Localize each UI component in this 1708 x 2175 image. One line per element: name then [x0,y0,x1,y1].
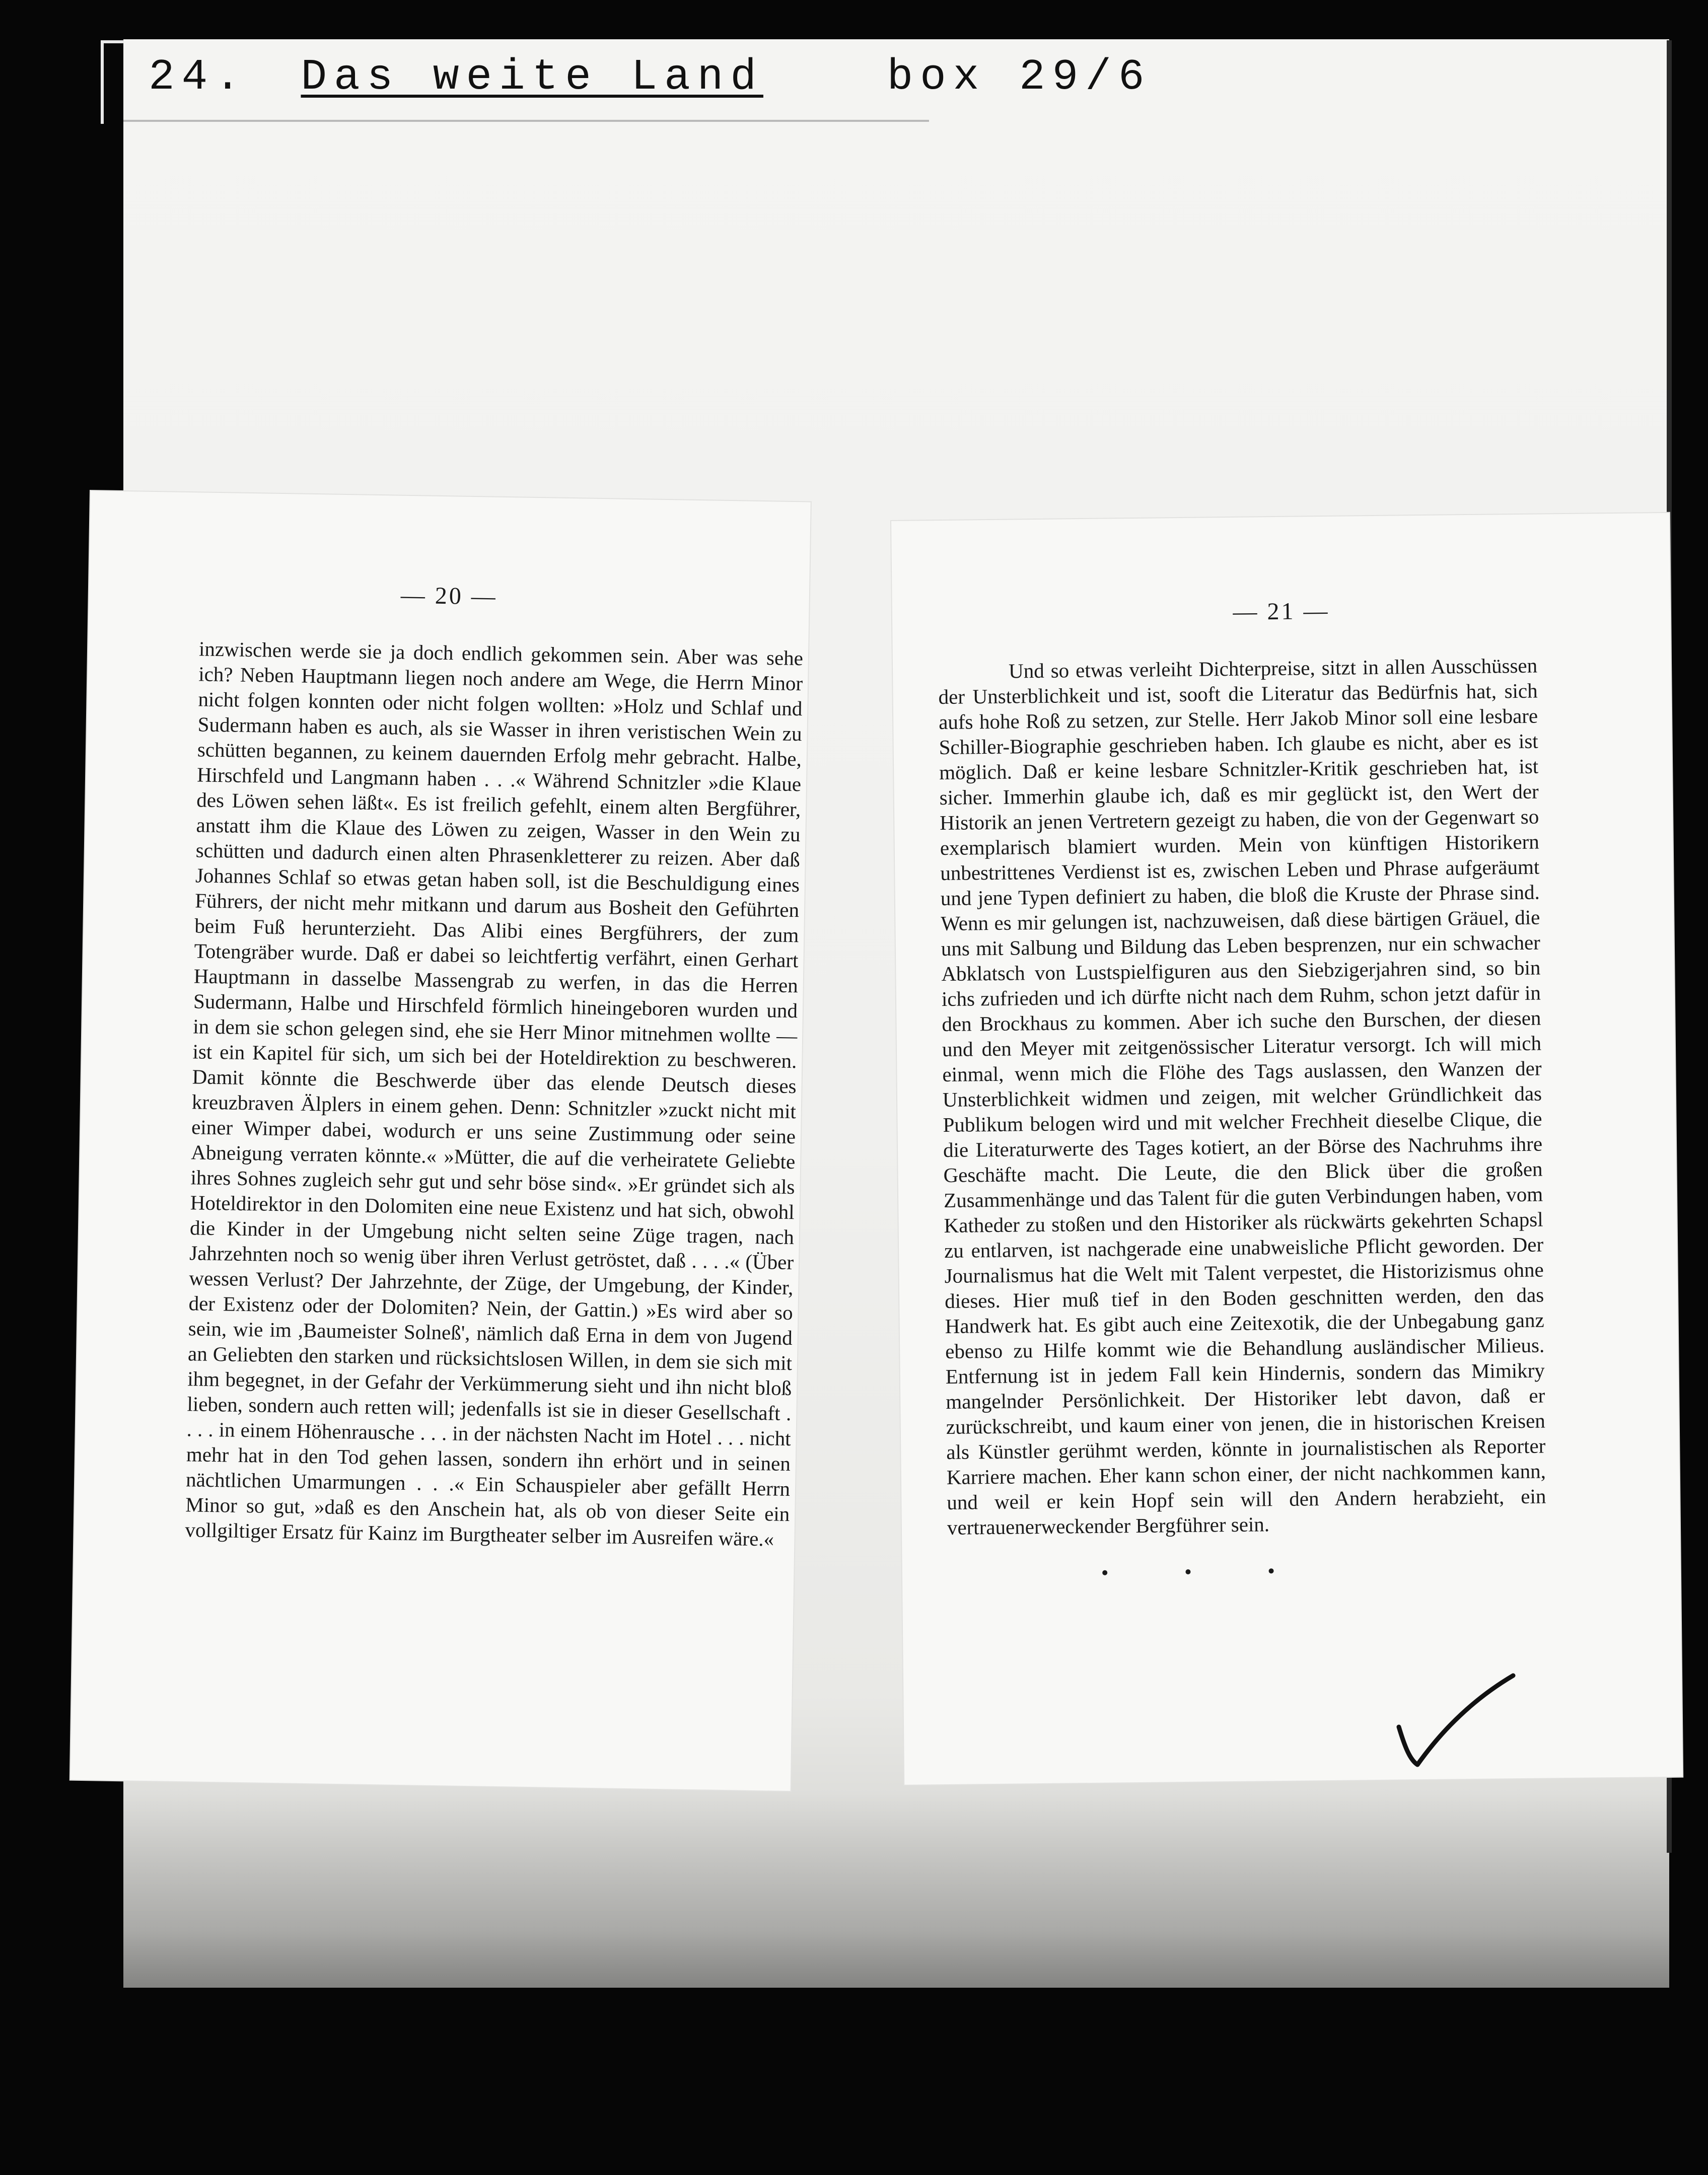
right-page-number: — 21 — [1233,597,1330,625]
right-clipping-page [891,513,1682,1785]
right-paragraph: Und so etwas verleiht Dichterpreise, sitzt in allen Ausschüssen der Unsterblichkeit und ist, sooft die Literatur das Bedürfnis hat, sich aufs hohe Roß zu setzen, zur Stelle. Herr Jakob Minor soll eine lesbare Schiller-Biographie geschrieben haben. Ich glaube es nicht, aber es ist möglich. Daß er keine lesbare Schnitzler-Kritik geschrieben hat, ist sicher. Immerhin glaube ich, daß es mir geglückt ist, den Wert der Historik an jenen Vertretern gezeigt zu haben, die von der Gegenwart so exemplarisch blamiert wurden. Mein von künftigen Historikern unbestrittenes Verdienst ist es, zwischen Leben und Phrase aufgeräumt und jene Typen definiert zu haben, die bloß die Kruste der Phrase sind. Wenn es mir gelungen ist, nachzuweisen, daß diese bärtigen Gräuel, die uns mit Salbung und Bildung das Leben besprenzen, nur ein schwacher Abklatsch von Lustspielfiguren aus den Siebzigerjahren sind, so bin ichs zufrieden und ich dürfte nicht nach dem Ruhm, schon jetzt dafür in den Brockhaus zu kommen. Aber ich suche den Burschen, der diesen und den Meyer mit zeitgenössischer Literatur versorgt. Ich will mich einmal, wenn mich die Flöhe des Tags auslassen, den Wanzen der Unsterblichkeit widmen und zeigen, mit welcher Gründlichkeit das Publikum belogen wird und mit welcher Frechheit dieselbe Clique, die die Literaturwerte des Tages kotiert, an der Börse des Nachruhms ihre Geschäfte macht. Die Leute, die den Blick über die großen Zusammenhänge und das Talent für die guten Verbindungen haben, vom Katheder zu stoßen und den Historiker als rückwärts gekehrten Schapsl zu entlarven, ist nachgerade eine unabweisliche Pflicht geworden. Der Journalismus hat die Welt mit Talent verpestet, die Historizismus ohne dieses. Hier muß tief in den Boden geschnitten werden, den das Handwerk hat. Es gibt auch eine Zeitexotik, die der Unbegabung ganz ebenso zu Hilfe kommt wie die Behandlung ausländischer Milieus. Entfernung ist in jedem Fall kein Hindernis, sondern das Mimikry mangelnder Persönlichkeit. Der Historiker lebt davon, daß er zurückschreibt, und kaum einer von jenen, die in historischen Kreisen als Künstler gerühmt werden, könnte in journalistischen als Reporter Karriere machen. Eher kann schon einer, der nicht nachkommen kann, und weil er kein Hopf sein will den Andern herabzieht, ein vertrauenerweckender Bergführer sein. [938,654,1546,1539]
left-paragraph: inzwischen werde sie ja doch endlich gekommen sein. Aber was sehe ich? Neben Hauptmann liegen noch andere am Wege, die Herrn Minor nicht folgen konnten oder nicht folgen wollten: »Holz und Schlaf und Sudermann haben es auch, als sie Wasser in ihren veristischen Wein zu schütten begannen, zu keinem dauernden Erfolg mehr gebracht. Halbe, Hirschfeld und Langmann haben . . .« Während Schnitzler »die Klaue des Löwen sehen läßt«. Es ist freilich gefehlt, einem alten Bergführer, anstatt ihm die Klaue des Löwen zu zeigen, Wasser in den Wein zu schütten und dadurch einen alten Phrasenkletterer zu reizen. Aber daß Johannes Schlaf so etwas getan haben soll, ist die Beschuldigung eines Führers, der nicht mehr mitkann und darum aus Bosheit den Geführten beim Fuß herunterzieht. Das Alibi eines Bergführers, der zum Totengräber wurde. Daß er dabei so leichtfertig verfährt, einen Gerhart Hauptmann in dasselbe Massengrab zu werfen, in das die Herren Sudermann, Halbe und Hirschfeld förmlich hineingeboren wurden und in dem sie schon gelegen sind, ehe sie Herr Minor mitnehmen wollte — ist ein Kapitel für sich, um sich bei der Hoteldirektion zu beschweren. Damit könnte die Beschwerde über das elende Deutsch dieses kreuzbraven Älplers in einem gehen. Denn: Schnitzler »zuckt nicht mit einer Wimper dabei, wodurch er uns seine Zustimmung oder seine Abneigung verraten könnte.« »Mütter, die auf die verheiratete Geliebte ihres Sohnes zugleich sehr gut und sehr böse sind«. »Er gründet sich als Hoteldirektor in den Dolomiten eine neue Existenz und hat sich, obwohl die Kinder in der Umgebung nicht selten seine Züge tragen, nach Jahrzehnten noch so wenig über ihren Verlust getröstet, daß . . . .« (Über wessen Verlust? Der Jahrzehnte, der Züge, der Umgebung, der Kinder, der Existenz oder der Dolomiten? Nein, der Gattin.) »Es wird aber so sein, wie im ,Baumeister Solneß', nämlich daß Erna in dem von Jugend an Geliebten den starken und rücksichtslosen Willen, in dem sie sich mit ihm begegnet, in der Gefahr der Verkümmerung sieht und ihn nicht bloß lieben, sondern auch retten will; jedenfalls ist sie in dieser Gesellschaft . . . . in einem Höhenrausche . . . in der nächsten Nacht im Hotel . . . nicht mehr hat in den Tod gehen lassen, sondern ihn erhört und in seinen nächtlichen Umarmungen . . .« Ein Schauspieler aber gefällt Herrn Minor so gut, »daß es den Anschein hat, als ob von dieser Seite ein vollgiltiger Ersatz für Kainz im Burgtheater selber im Ausreifen wäre.« [185,637,804,1551]
corner-mark [101,40,124,124]
right-page-text [938,653,1546,1540]
left-page-text [185,636,803,1552]
checkmark-icon [1395,1672,1521,1772]
header-rule [123,120,929,122]
archive-header [149,39,1152,115]
header-box: box 29/6 [887,52,1152,102]
left-page-number: — 20 — [400,582,498,610]
section-ornament: • • • [1101,1559,1311,1585]
header-number: 24. [149,52,248,102]
sheet-shadow [123,1792,1669,1989]
left-clipping-page [70,491,811,1791]
header-title: Das weite Land [301,52,763,102]
